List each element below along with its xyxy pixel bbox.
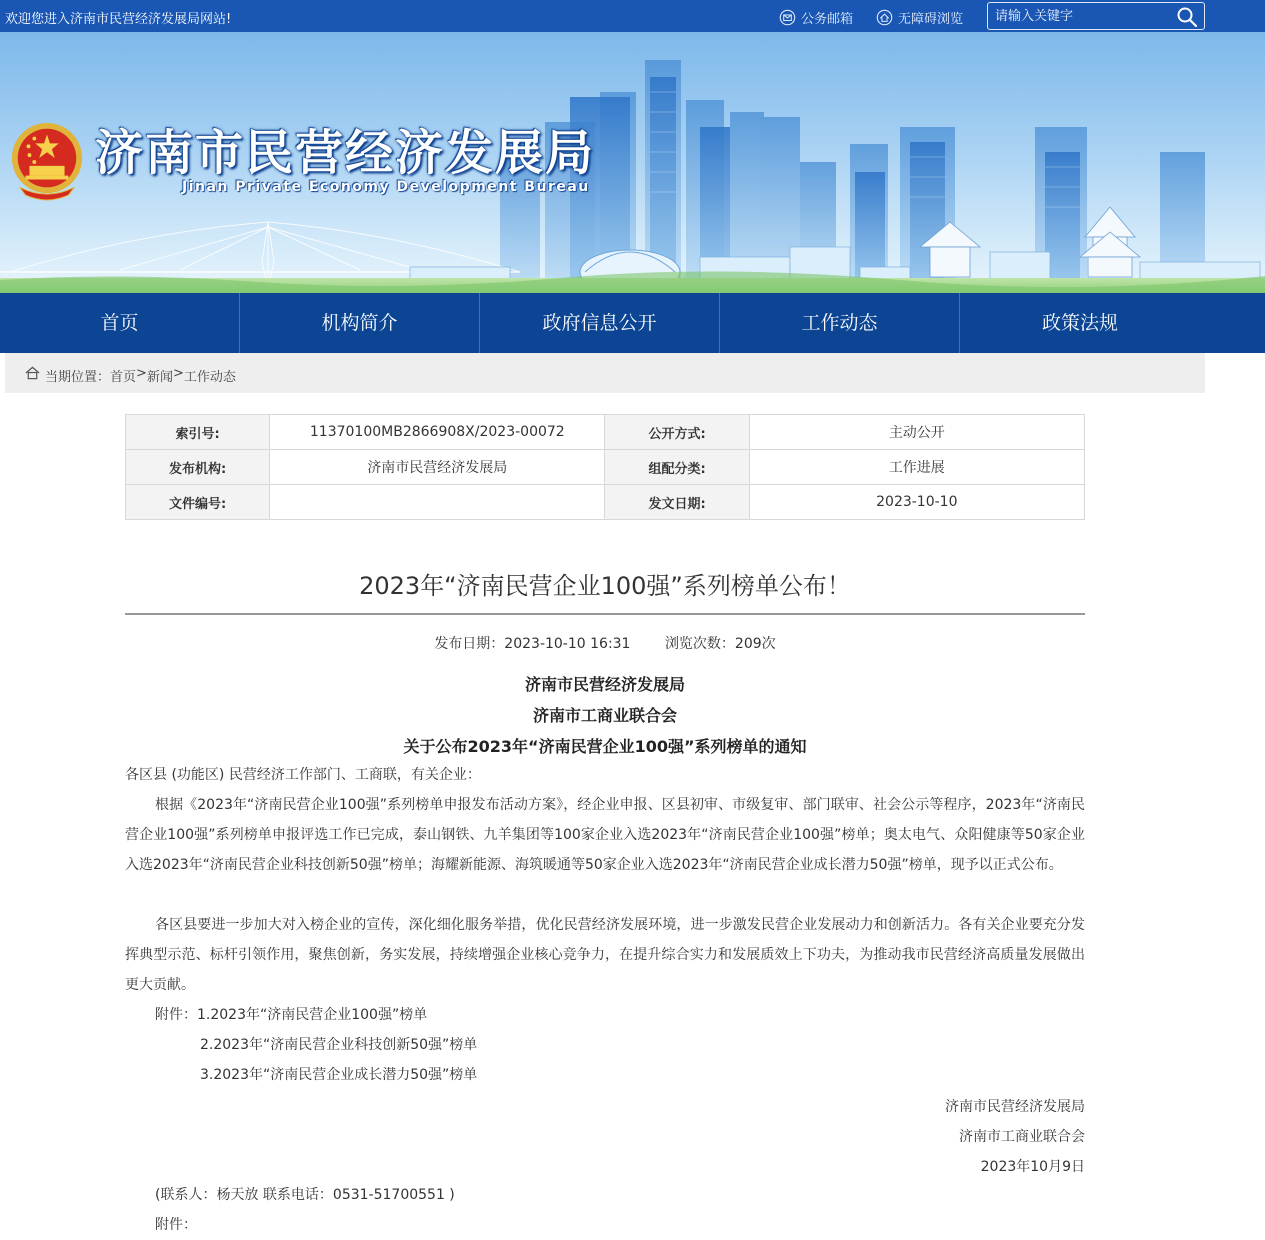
doc-number-value: [270, 485, 605, 520]
publisher-label: 发布机构:: [126, 450, 270, 485]
national-emblem-icon: [8, 117, 86, 203]
accessibility-icon: [876, 9, 893, 26]
breadcrumb-prefix: 当期位置：: [45, 370, 111, 385]
official-mail-link[interactable]: [779, 8, 853, 27]
contact-info: (联系人：杨天放 联系电话：0531-51700551 ): [155, 1187, 455, 1203]
search-icon[interactable]: [1176, 6, 1198, 28]
notice-salutation: 各区县 (功能区) 民营经济工作部门、工商联，有关企业：: [125, 767, 481, 783]
mail-icon: [779, 9, 796, 26]
notice-heading-title: 关于公布2023年“济南民营企业100强”系列榜单的通知: [403, 737, 807, 756]
site-banner: [0, 32, 1265, 293]
table-row: [126, 450, 1085, 485]
publish-date: 发布日期：2023-10-10 16:31: [434, 636, 631, 652]
breadcrumb-separator: >: [136, 366, 147, 381]
article-title: 2023年“济南民营企业100强”系列榜单公布！: [359, 572, 851, 600]
open-method-label: 公开方式:: [605, 415, 749, 450]
site-title: 济南市民营经济发展局: [95, 125, 596, 181]
issue-date-label: 发文日期:: [605, 485, 749, 520]
notice-paragraph-2: 各区县要进一步加大对入榜企业的宣传，深化细化服务举措，优化民营经济发展环境，进一步激发民营企业发展动力和创新活力。各有关企业要充分发挥典型示范、标杆引领作用，聚焦创新，务实发展，持续增强企业核心竞争力，在提升综合实力和发展质效上下功夫，为推动我市民营经济高质量发展做出更大贡献。: [125, 917, 1085, 993]
nav-item-gov-info[interactable]: 政府信息公开: [480, 293, 720, 353]
top-bar: [0, 0, 1265, 32]
breadcrumb-news-link[interactable]: 新闻: [146, 370, 173, 385]
index-label: 索引号:: [126, 415, 270, 450]
attachment-link-2[interactable]: 2.2023年“济南民营企业科技创新50强”榜单: [200, 1037, 478, 1053]
nav-item-home[interactable]: 首页: [0, 293, 240, 353]
issue-date-value: 2023-10-10: [749, 485, 1084, 520]
welcome-text: 欢迎您进入济南市民营经济发展局网站!: [5, 12, 232, 27]
nav-item-policy[interactable]: 政策法规: [1041, 312, 1118, 334]
article-info: [125, 633, 1085, 653]
main-nav: [0, 293, 1265, 353]
publisher-value: 济南市民营经济发展局: [270, 450, 605, 485]
accessibility-link[interactable]: [876, 8, 963, 27]
attachments-footer-label: 附件：: [155, 1217, 197, 1233]
category-value: 工作进展: [749, 450, 1084, 485]
home-icon: [25, 366, 40, 380]
accessibility-label: 无障碍浏览: [898, 12, 964, 27]
document-meta-table: [125, 414, 1085, 520]
attachment-link-1[interactable]: 附件：1.2023年“济南民营企业100强”榜单: [155, 1007, 428, 1023]
breadcrumb-home-link[interactable]: 首页: [110, 370, 137, 385]
search-box: [987, 2, 1205, 30]
breadcrumb-separator: >: [172, 366, 184, 381]
table-row: [126, 485, 1085, 520]
official-mail-label: 公务邮箱: [801, 12, 854, 27]
doc-number-label: 文件编号:: [126, 485, 270, 520]
breadcrumb-current-link[interactable]: 工作动态: [183, 370, 236, 385]
index-value: 11370100MB2866908X/2023-00072: [270, 415, 605, 450]
breadcrumb: [5, 353, 1205, 393]
notice-heading-issuer-2: 济南市工商业联合会: [532, 706, 677, 725]
title-divider: [125, 613, 1085, 615]
category-label: 组配分类:: [605, 450, 749, 485]
nav-item-work-news[interactable]: 工作动态: [720, 293, 960, 353]
nav-item-about[interactable]: 机构简介: [240, 293, 480, 353]
notice-heading-issuer-1: 济南市民营经济发展局: [524, 675, 685, 694]
open-method-value: 主动公开: [749, 415, 1084, 450]
signature-issuer-1: 济南市民营经济发展局: [945, 1099, 1085, 1115]
signature-issuer-2: 济南市工商业联合会: [959, 1129, 1085, 1145]
table-row: [126, 415, 1085, 450]
signature-date: 2023年10月9日: [980, 1159, 1085, 1175]
notice-paragraph-1: 根据《2023年“济南民营企业100强”系列榜单申报发布活动方案》，经企业申报、区县初审、市级复审、部门联审、社会公示等程序，2023年“济南民营企业100强”系列榜单申报评选工作已完成，泰山钢铁、九羊集团等100家企业入选2023年“济南民营企业100强”榜单；奥太电气、众阳健康等50家企业入选2023年“济南民营企业科技创新50强”榜单；海耀新能源、海筑暖通等50家企业入选2023年“济南民营企业成长潜力50强”榜单，现予以正式公布。: [125, 797, 1085, 873]
search-input[interactable]: [988, 3, 1168, 29]
attachment-link-3[interactable]: 3.2023年“济南民营企业成长潜力50强”榜单: [200, 1067, 478, 1083]
site-subtitle: Jinan Private Economy Development Bureau: [182, 179, 590, 195]
view-count: 浏览次数：209次: [664, 636, 776, 652]
